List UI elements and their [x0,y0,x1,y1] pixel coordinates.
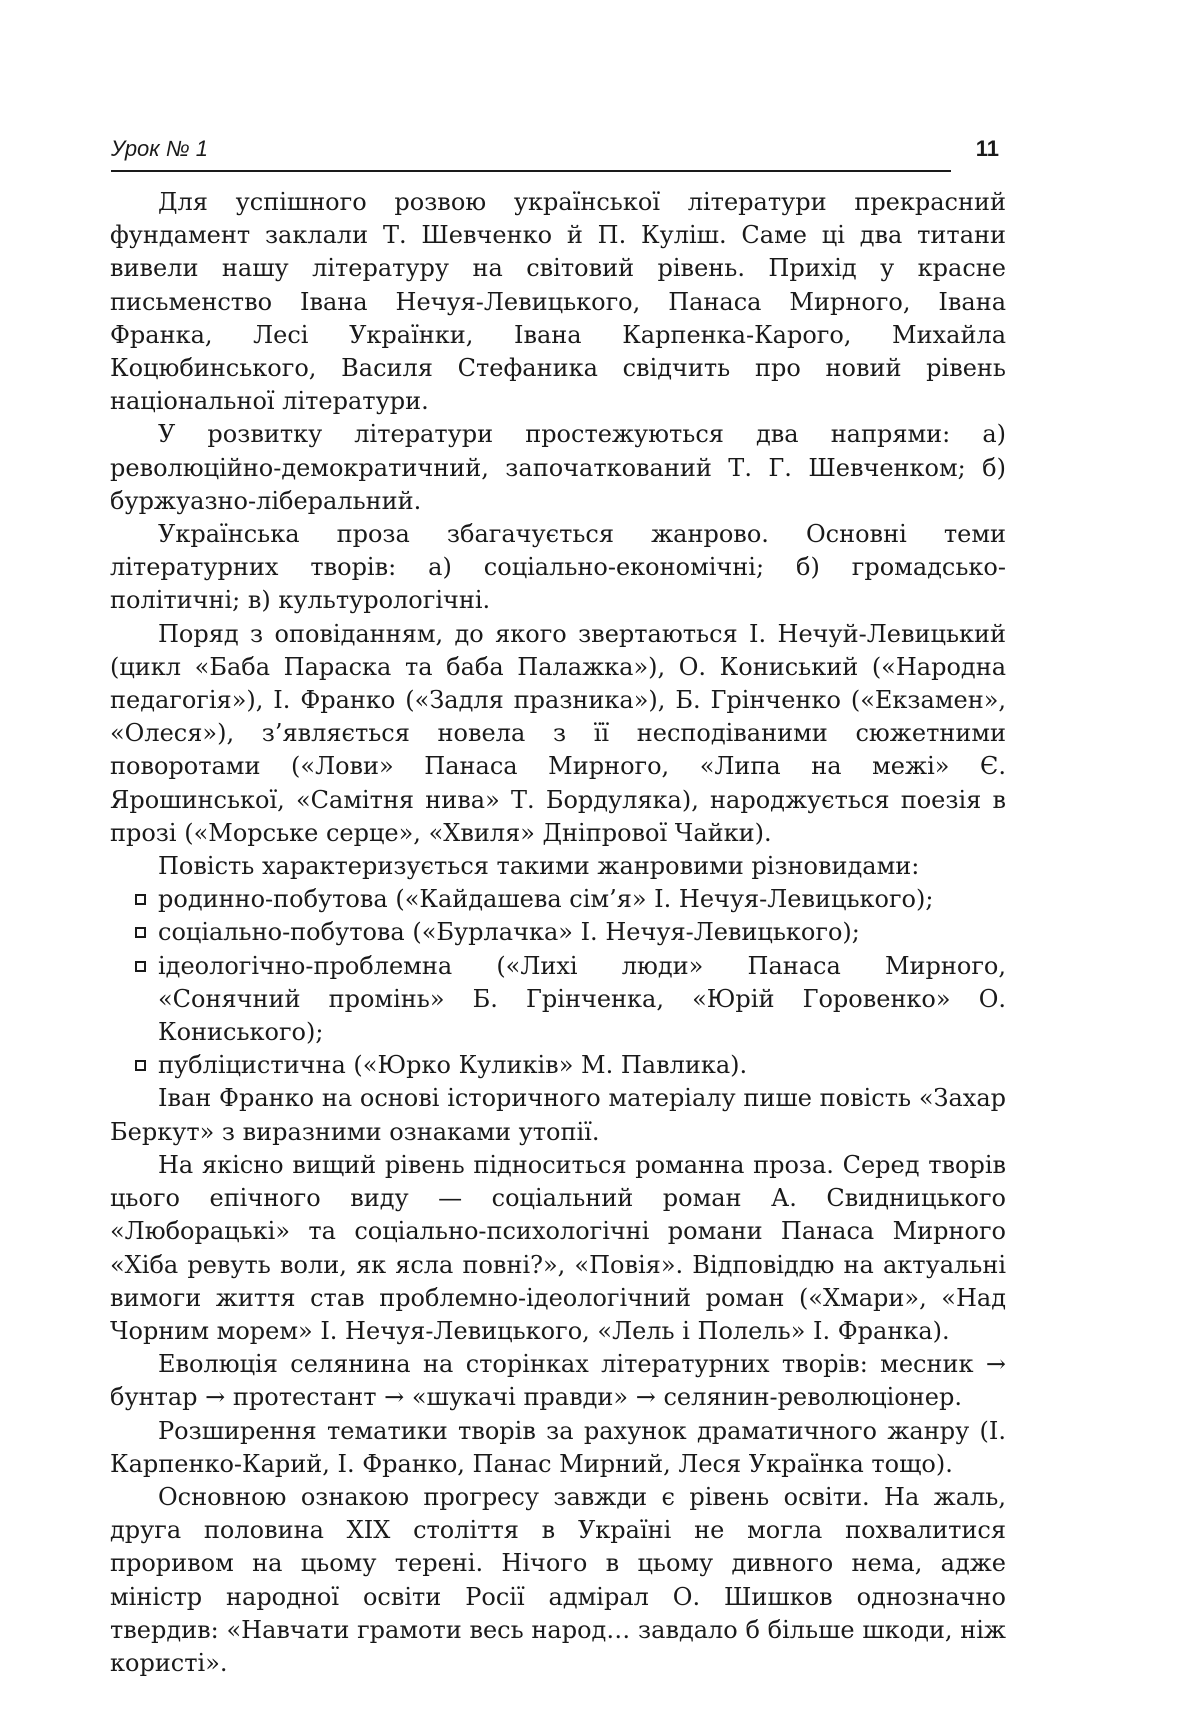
square-bullet-icon [135,894,146,905]
running-header [111,136,999,172]
paragraph: Повість характеризується такими жанровими різновидами: [158,852,920,881]
square-bullet-icon [135,927,146,938]
list-item [110,1049,1006,1082]
paragraph: На якісно вищий рівень підноситься романна проза. Серед творів цього епічного виду — соціальний роман А. Свидницького «Люборацькі» та соціально-психологічні романи Панаса Мирного «Хіба ревуть воли, як ясла повні?», «Повія». Відповіддю на актуальні вимоги життя став проблемно-ідеологічний роман («Хмари», «Над Чорним морем» І. Нечуя-Левицького, «Лель і Полель» І. Франка). [110,1150,1006,1345]
list-item-text: ідеологічно-проблемна («Лихі люди» Панаса Мирного, «Сонячний промінь» Б. Грінченка, «Юрій Горовенко» О. Кониського); [158,951,1006,1047]
paragraph: Розширення тематики творів за рахунок драматичного жанру (І. Карпенко-Карий, І. Франко, Панас Мирний, Леся Українка тощо). [110,1416,1006,1478]
paragraph: Для успішного розвою української літератури прекрасний фундамент заклали Т. Шевченко й П. Куліш. Саме ці два титани вивели нашу літературу на світовий рівень. Прихід у красне письменство Івана Нечуя-Левицького, Панаса Мирного, Івана Франка, Лесі Українки, Івана Карпенка-Карого, Михайла Коцюбинського, Василя Стефаника свідчить про новий рівень національної літератури. [110,188,1006,416]
paragraph: Поряд з оповіданням, до якого звертаються І. Нечуй-Левицький (цикл «Баба Параска та баба Палажка»), О. Кониський («Народна педагогія»), І. Франко («Задля празника»), Б. Грінченко («Екзамен», «Олеся»), з’являється новела з її несподіваними сюжетними поворотами («Лови» Панаса Мирного, «Липа на межі» Є. Ярошинської, «Самітня нива» Т. Бордуляка), народжується поезія в прозі («Морське серце», «Хвиля» Дніпрової Чайки). [110,619,1006,847]
body-text [110,186,1006,1680]
paragraph: Українська проза збагачується жанрово. Основні теми літературних творів: а) соціально-економічні; б) громадсько-політичні; в) культурологічні. [110,520,1006,615]
paragraph: У розвитку літератури простежуються два напрями: а) революційно-демократичний, започаткований Т. Г. Шевченком; б) буржуазно-ліберальний. [110,420,1006,515]
paragraph: Основною ознакою прогресу завжди є рівень освіти. На жаль, друга половина XIX століття в Україні не могла похвалитися проривом на цьому терені. Нічого в цьому дивного нема, адже міністр народної освіти Росії адмірал О. Шишков однозначно твердив: «Навчати грамоти весь народ… завдало б більше шкоди, ніж користі». [110,1482,1006,1677]
paragraph: Еволюція селянина на сторінках літературних творів: месник → бунтар → протестант → «шукачі правди» → селянин-революціонер. [110,1350,1006,1412]
square-bullet-icon [135,1060,146,1071]
list-item-text: соціально-побутова («Бурлачка» І. Нечуя-Левицького); [158,918,860,947]
page-number: 11 [975,136,999,161]
square-bullet-icon [135,961,146,972]
list-item-text: публіцистична («Юрко Куликів» М. Павлика). [158,1051,748,1080]
list-item [110,916,1006,949]
list-item [110,883,1006,916]
paragraph: Іван Франко на основі історичного матеріалу пише повість «Захар Беркут» з виразними ознаками утопії. [110,1084,1006,1146]
genre-list [110,883,1006,1082]
list-item-text: родинно-побутова («Кайдашева сім’я» І. Нечуя-Левицького); [158,885,934,914]
list-item [110,950,1006,1050]
lesson-title: Урок № 1 [111,136,208,161]
